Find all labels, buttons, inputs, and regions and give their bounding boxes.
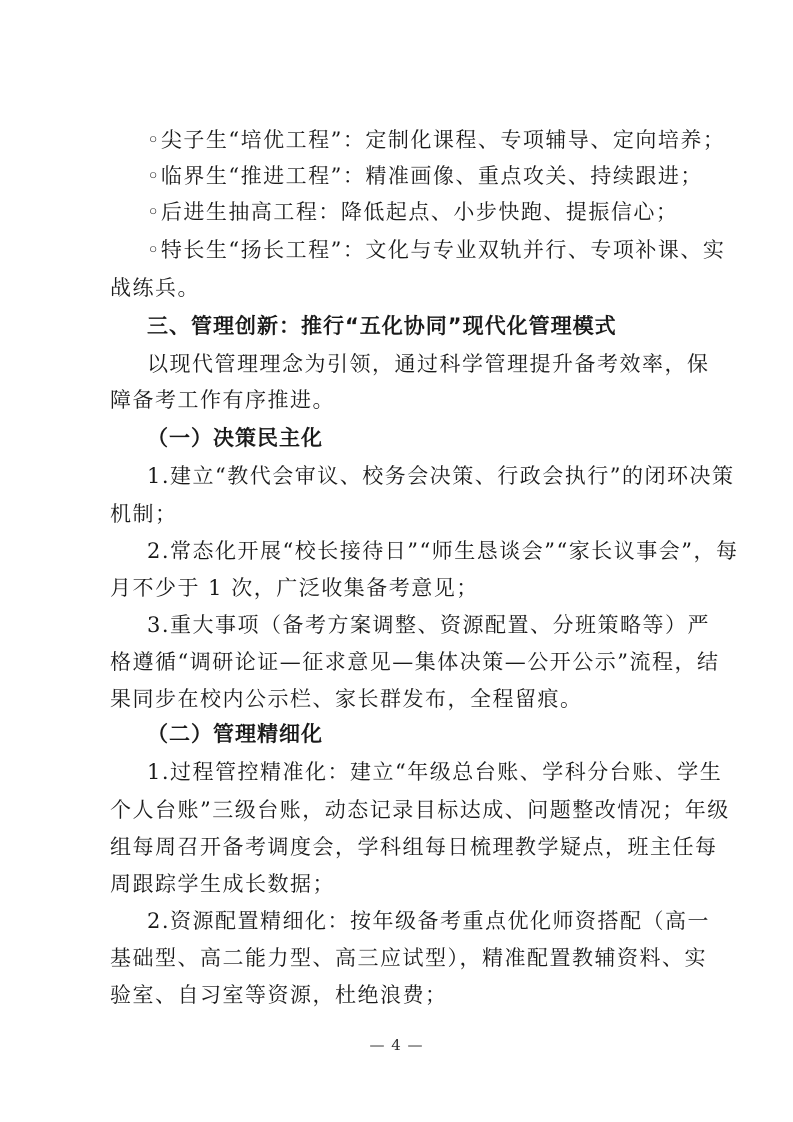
- bullet-item-talented-students: ◦特长生“扬长工程”：文化与专业双轨并行、专项补课、实: [147, 238, 726, 262]
- bullet-item-borderline-students: ◦临界生“推进工程”：精准画像、重点攻关、持续跟进；: [147, 164, 703, 188]
- paragraph-line: 周跟踪学生成长数据；: [110, 872, 335, 896]
- subsection-heading-democratic-decision: （一）决策民主化: [147, 426, 323, 450]
- page-number: — 4 —: [369, 1036, 424, 1054]
- paragraph-line: 2.常态化开展“校长接待日”“师生恳谈会”“家长议事会”，每: [147, 539, 739, 563]
- paragraph-line: 果同步在校内公示栏、家长群发布，全程留痕。: [110, 687, 583, 711]
- paragraph-line: 验室、自习室等资源，杜绝浪费；: [110, 983, 448, 1007]
- paragraph-line: 组每周召开备考调度会，学科组每日梳理教学疑点，班主任每: [110, 835, 718, 859]
- paragraph-line: 2.资源配置精细化：按年级备考重点优化师资搭配（高一: [147, 909, 711, 933]
- paragraph-line: 个人台账”三级台账，动态记录目标达成、问题整改情况；年级: [110, 798, 730, 822]
- bullet-item-continuation: 战练兵。: [110, 276, 200, 300]
- paragraph-line: 机制；: [110, 502, 178, 526]
- intro-paragraph-line: 以现代管理理念为引领，通过科学管理提升备考效率，保: [147, 352, 710, 376]
- bullet-item-top-students: ◦尖子生“培优工程”：定制化课程、专项辅导、定向培养；: [147, 128, 726, 152]
- paragraph-line: 基础型、高二能力型、高三应试型），精准配置教辅资料、实: [110, 946, 707, 970]
- intro-paragraph-line: 障备考工作有序推进。: [110, 388, 335, 412]
- subsection-heading-refined-management: （二）管理精细化: [147, 722, 323, 746]
- bullet-item-struggling-students: ◦后进生抽高工程：降低起点、小步快跑、提振信心；: [147, 200, 679, 224]
- paragraph-line: 3.重大事项（备考方案调整、资源配置、分班策略等）严: [147, 613, 711, 637]
- paragraph-line: 格遵循“调研论证—征求意见—集体决策—公开公示”流程，结: [110, 650, 720, 674]
- paragraph-line: 月不少于 1 次，广泛收集备考意见；: [110, 576, 479, 600]
- paragraph-line: 1.建立“教代会审议、校务会决策、行政会执行”的闭环决策: [147, 464, 735, 488]
- section-heading: 三、管理创新：推行“五化协同”现代化管理模式: [147, 314, 617, 338]
- paragraph-line: 1.过程管控精准化：建立“年级总台账、学科分台账、学生: [147, 760, 723, 784]
